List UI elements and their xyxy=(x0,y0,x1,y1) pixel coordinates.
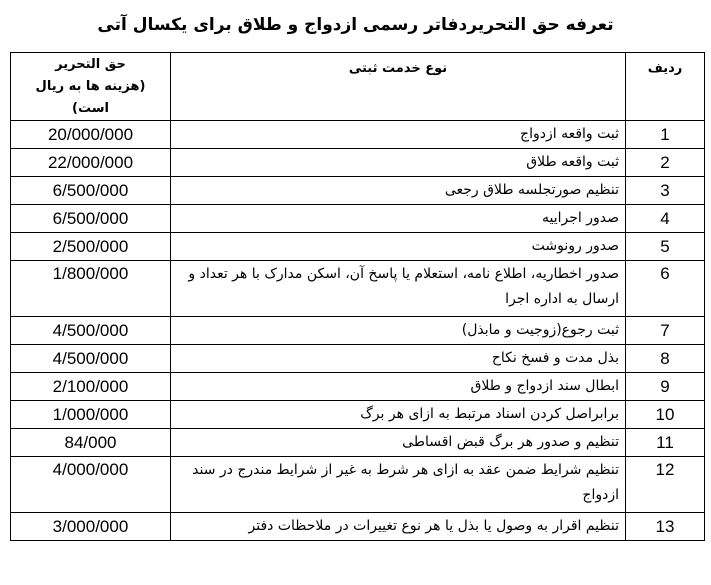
fee-header-title: حق التحریر xyxy=(55,56,126,72)
table-row xyxy=(11,205,705,233)
service-cell: تنظیم اقرار به وصول یا بذل یا هر نوع تغییرات در ملاحظات دفتر xyxy=(171,513,626,541)
row-column-header: ردیف xyxy=(626,53,705,121)
service-cell: ثبت رجوع(زوجیت و مابذل) xyxy=(171,317,626,345)
document-title: تعرفه حق التحریردفاتر رسمی ازدواج و طلاق برای یکسال آتی xyxy=(97,15,614,35)
fee-cell: 6/500/000 xyxy=(11,177,171,205)
fee-cell: 1/800/000 xyxy=(11,261,171,317)
service-cell: ثبت واقعه طلاق xyxy=(171,149,626,177)
table-row xyxy=(11,121,705,149)
table-row xyxy=(11,261,705,317)
fee-cell: 20/000/000 xyxy=(11,121,171,149)
fee-cell: 84/000 xyxy=(11,429,171,457)
fee-column-header xyxy=(11,53,171,121)
table-row xyxy=(11,429,705,457)
service-cell: بذل مدت و فسخ نکاح xyxy=(171,345,626,373)
table-row xyxy=(11,149,705,177)
row-number-cell: 9 xyxy=(626,373,705,401)
row-number-cell: 3 xyxy=(626,177,705,205)
fee-cell: 4/500/000 xyxy=(11,345,171,373)
service-cell: صدور اجراییه xyxy=(171,205,626,233)
tariff-table xyxy=(10,52,705,541)
fee-header-unit: (هزینه ها به ریال است) xyxy=(35,78,146,116)
service-cell: صدور رونوشت xyxy=(171,233,626,261)
fee-cell: 2/100/000 xyxy=(11,373,171,401)
row-number-cell: 7 xyxy=(626,317,705,345)
table-row xyxy=(11,457,705,513)
table-row xyxy=(11,317,705,345)
service-cell: برابراصل کردن اسناد مرتبط به ازای هر برگ xyxy=(171,401,626,429)
table-row xyxy=(11,177,705,205)
table-row xyxy=(11,373,705,401)
row-number-cell: 6 xyxy=(626,261,705,317)
row-number-cell: 13 xyxy=(626,513,705,541)
service-cell: تنظیم شرایط ضمن عقد به ازای هر شرط به غیر از شرایط مندرج در سند ازدواج xyxy=(171,457,626,513)
table-row xyxy=(11,513,705,541)
row-number-cell: 5 xyxy=(626,233,705,261)
table-row xyxy=(11,401,705,429)
fee-cell: 6/500/000 xyxy=(11,205,171,233)
row-number-cell: 2 xyxy=(626,149,705,177)
service-cell: ثبت واقعه ازدواج xyxy=(171,121,626,149)
service-cell: صدور اخطاریه، اطلاع نامه، استعلام یا پاسخ آن، اسکن مدارک با هر تعداد و ارسال به اداره اجرا xyxy=(171,261,626,317)
fee-cell: 22/000/000 xyxy=(11,149,171,177)
row-number-cell: 10 xyxy=(626,401,705,429)
service-cell: تنظیم صورتجلسه طلاق رجعی xyxy=(171,177,626,205)
row-number-cell: 4 xyxy=(626,205,705,233)
fee-cell: 4/500/000 xyxy=(11,317,171,345)
service-cell: ابطال سند ازدواج و طلاق xyxy=(171,373,626,401)
service-cell: تنظیم و صدور هر برگ قبض اقساطی xyxy=(171,429,626,457)
fee-cell: 1/000/000 xyxy=(11,401,171,429)
row-number-cell: 1 xyxy=(626,121,705,149)
fee-cell: 4/000/000 xyxy=(11,457,171,513)
fee-cell: 2/500/000 xyxy=(11,233,171,261)
table-row xyxy=(11,345,705,373)
fee-cell: 3/000/000 xyxy=(11,513,171,541)
row-number-cell: 12 xyxy=(626,457,705,513)
row-number-cell: 8 xyxy=(626,345,705,373)
service-column-header: نوع خدمت ثبتی xyxy=(171,53,626,121)
row-number-cell: 11 xyxy=(626,429,705,457)
table-header-row xyxy=(11,53,705,121)
table-row xyxy=(11,233,705,261)
